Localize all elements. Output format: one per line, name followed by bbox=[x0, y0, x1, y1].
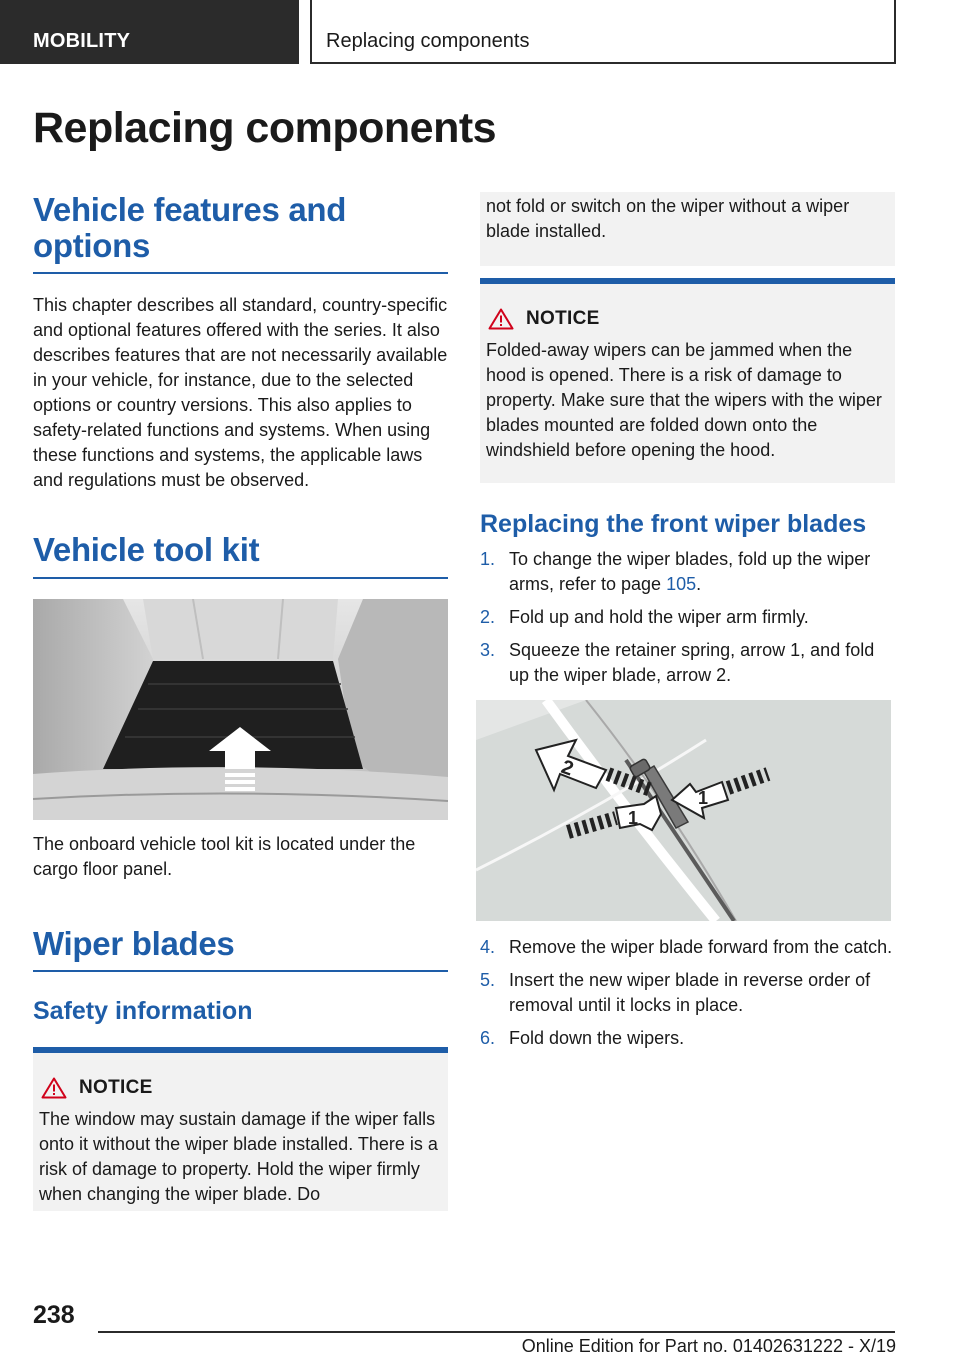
list-item bbox=[480, 1026, 895, 1051]
steps-list bbox=[480, 547, 895, 688]
page-reference-link[interactable]: 105 bbox=[666, 574, 697, 594]
arrow-1-right-label: 1 bbox=[698, 788, 709, 808]
step-text-end: . bbox=[696, 574, 702, 594]
warning-triangle-icon bbox=[488, 308, 514, 330]
step-text: Insert the new wiper blade in reverse order of removal until it locks in place. bbox=[509, 970, 871, 1015]
divider bbox=[33, 577, 448, 579]
header-section-tab bbox=[0, 0, 299, 64]
tool-kit-photo bbox=[33, 599, 448, 820]
notice-text: The window may sustain damage if the wiper falls onto it without the wiper blade installed. There is a risk of damage to property. Hold the wiper firmly when changing the wiper blade. Do bbox=[39, 1109, 438, 1204]
notice-text-continued: not fold or switch on the wiper without a wiper blade installed. bbox=[486, 196, 850, 241]
page-title: Replacing components bbox=[33, 104, 497, 152]
left-column bbox=[33, 192, 448, 1211]
step-number: 4. bbox=[480, 937, 496, 957]
wiper-blade-illustration bbox=[476, 700, 891, 921]
list-item bbox=[480, 547, 895, 597]
footer-divider bbox=[98, 1331, 895, 1333]
header-chapter-tab bbox=[310, 0, 896, 64]
step-text: Remove the wiper blade forward from the catch. bbox=[509, 937, 893, 957]
warning-triangle-icon bbox=[41, 1077, 67, 1099]
page-number: 238 bbox=[33, 1301, 75, 1329]
heading-replacing-front-wiper-blades: Replacing the front wiper blades bbox=[480, 510, 867, 538]
vehicle-features-body: This chapter describes all standard, country-specific and optional features offered with the series. It also describes features that are not necessarily available in your vehicle, for instance, due to the selected options or country versions. This also applies to safety-related functions and systems. When using these functions and systems, the applicable laws and regulations must be observed. bbox=[33, 295, 448, 490]
step-text: Squeeze the retainer spring, arrow 1, and fold up the wiper blade, arrow 2. bbox=[509, 640, 875, 685]
notice-box-continued bbox=[480, 192, 895, 266]
step-number: 1. bbox=[480, 549, 496, 569]
notice-header bbox=[33, 1053, 448, 1101]
step-number: 5. bbox=[480, 970, 496, 990]
heading-wiper-blades: Wiper blades bbox=[33, 925, 235, 962]
notice-label: NOTICE bbox=[79, 1077, 153, 1098]
notice-header bbox=[480, 284, 895, 332]
steps-list bbox=[480, 935, 895, 1051]
step-number: 3. bbox=[480, 640, 496, 660]
list-item bbox=[480, 935, 895, 960]
notice-text: Folded-away wipers can be jammed when the hood is opened. There is a risk of damage to property. Make sure that the wipers with the wiper blades mounted are folded down onto the windshield before opening the hood. bbox=[486, 340, 882, 460]
tool-kit-caption: The onboard vehicle tool kit is located under the cargo floor panel. bbox=[33, 834, 416, 879]
notice-box bbox=[480, 278, 895, 483]
arrow-2-label: 2 bbox=[558, 756, 577, 781]
list-item bbox=[480, 605, 895, 630]
divider bbox=[33, 272, 448, 274]
divider bbox=[33, 970, 448, 972]
heading-vehicle-features: Vehicle features and options bbox=[33, 191, 347, 264]
notice-label: NOTICE bbox=[526, 308, 600, 329]
heading-safety-information: Safety information bbox=[33, 997, 253, 1025]
step-text: Fold down the wipers. bbox=[509, 1028, 685, 1048]
notice-box bbox=[33, 1047, 448, 1211]
list-item bbox=[480, 968, 895, 1018]
step-text: To change the wiper blades, fold up the wiper arms, refer to page bbox=[509, 549, 871, 594]
step-number: 2. bbox=[480, 607, 496, 627]
list-item bbox=[480, 638, 895, 688]
header-chapter-label: Replacing components bbox=[326, 30, 530, 52]
right-column bbox=[480, 192, 895, 1059]
heading-tool-kit: Vehicle tool kit bbox=[33, 531, 260, 568]
step-number: 6. bbox=[480, 1028, 496, 1048]
step-text: Fold up and hold the wiper arm firmly. bbox=[509, 607, 809, 627]
arrow-1-label: 1 bbox=[628, 808, 639, 828]
footer-edition: Online Edition for Part no. 01402631222 - X/19 bbox=[521, 1336, 896, 1356]
header-section-label: MOBILITY bbox=[33, 30, 131, 52]
